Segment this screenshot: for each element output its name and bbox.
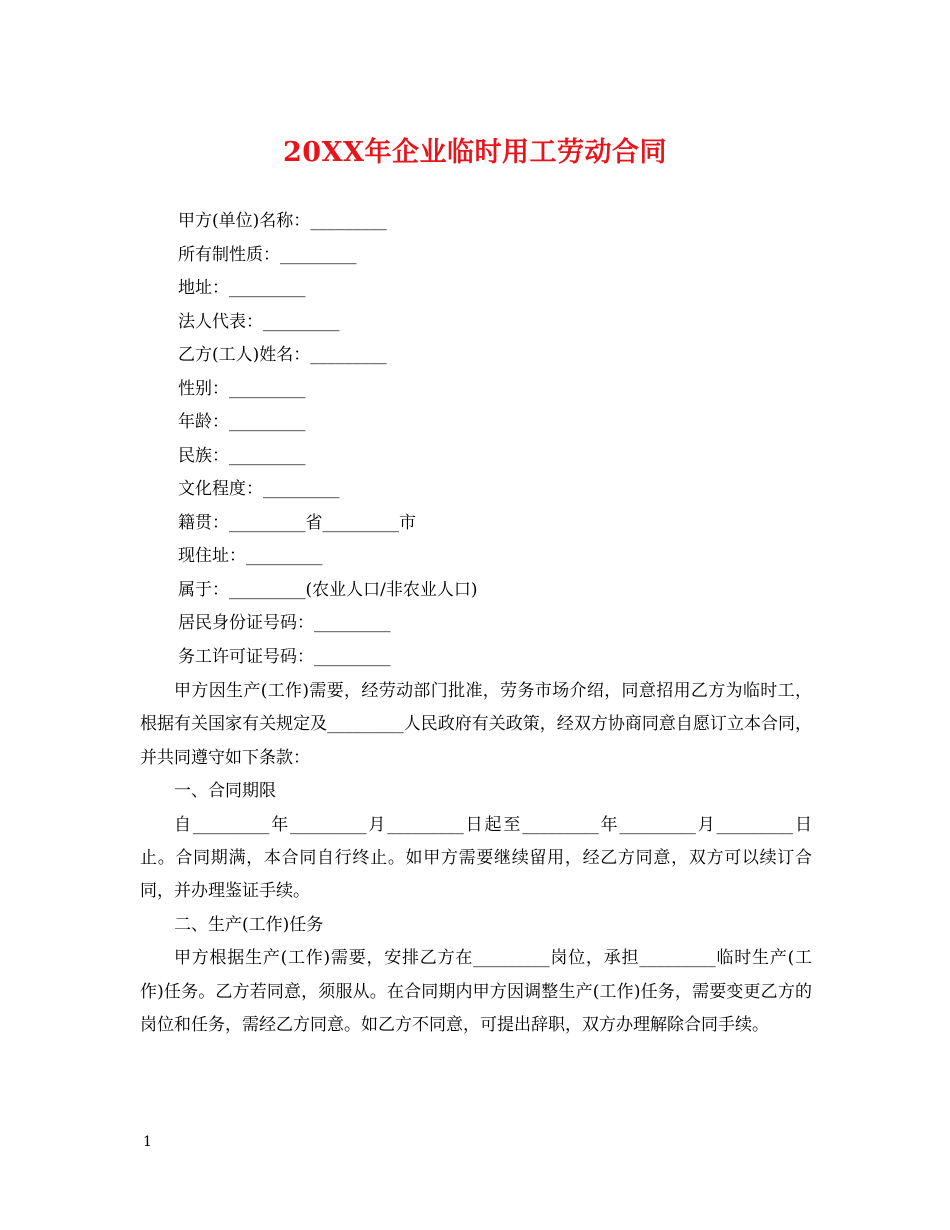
field-native-place: 籍贯：_________省_________市 bbox=[178, 512, 416, 533]
field-work-permit-number: 务工许可证号码：_________ bbox=[178, 646, 391, 667]
party-info-fields bbox=[178, 207, 478, 676]
section-heading-tasks: 二、生产(工作)任务 bbox=[174, 914, 324, 935]
section-heading-term: 一、合同期限 bbox=[174, 781, 276, 802]
intro-paragraph: 甲方因生产(工作)需要，经劳动部门批准，劳务市场介绍，同意招用乙方为临时工，根据有关国家有关规定及_________人民政府有关政策，经双方协商同意自愿订立本合同，并共同遵守如下条款： bbox=[140, 681, 812, 768]
field-education: 文化程度：_________ bbox=[178, 479, 340, 499]
field-party-a-name: 甲方(单位)名称：_________ bbox=[178, 211, 387, 231]
term-paragraph: 自_________年_________月_________日起至_________年_________月_________日止。合同期满，本合同自行终止。如甲方需要继续留用，经乙方同意，双方可以续订合同，并办理鉴证手续。 bbox=[140, 814, 812, 902]
field-address: 地址：_________ bbox=[178, 278, 306, 298]
field-age: 年龄：_________ bbox=[178, 412, 306, 432]
page-title: 20XX年企业临时用工劳动合同 bbox=[283, 137, 667, 168]
field-legal-representative: 法人代表：_________ bbox=[178, 311, 340, 332]
page-number: 1 bbox=[143, 1134, 152, 1150]
field-household-type: 属于：_________(农业人口/非农业人口) bbox=[178, 579, 478, 600]
field-gender: 性别：_________ bbox=[178, 378, 306, 399]
tasks-paragraph: 甲方根据生产(工作)需要，安排乙方在_________岗位，承担_________临时生产(工作)任务。乙方若同意，须服从。在合同期内甲方因调整生产(工作)任务，需要变更乙方的岗位和任务，需经乙方同意。如乙方不同意，可提出辞职，双方办理解除合同手续。 bbox=[140, 948, 812, 1036]
field-id-number: 居民身份证号码：_________ bbox=[178, 613, 391, 633]
field-ownership-type: 所有制性质：_________ bbox=[178, 244, 357, 265]
field-current-address: 现住址：_________ bbox=[178, 546, 323, 566]
contract-body bbox=[140, 675, 812, 1042]
field-ethnicity: 民族：_________ bbox=[178, 445, 306, 466]
field-party-b-name: 乙方(工人)姓名：_________ bbox=[178, 345, 387, 365]
